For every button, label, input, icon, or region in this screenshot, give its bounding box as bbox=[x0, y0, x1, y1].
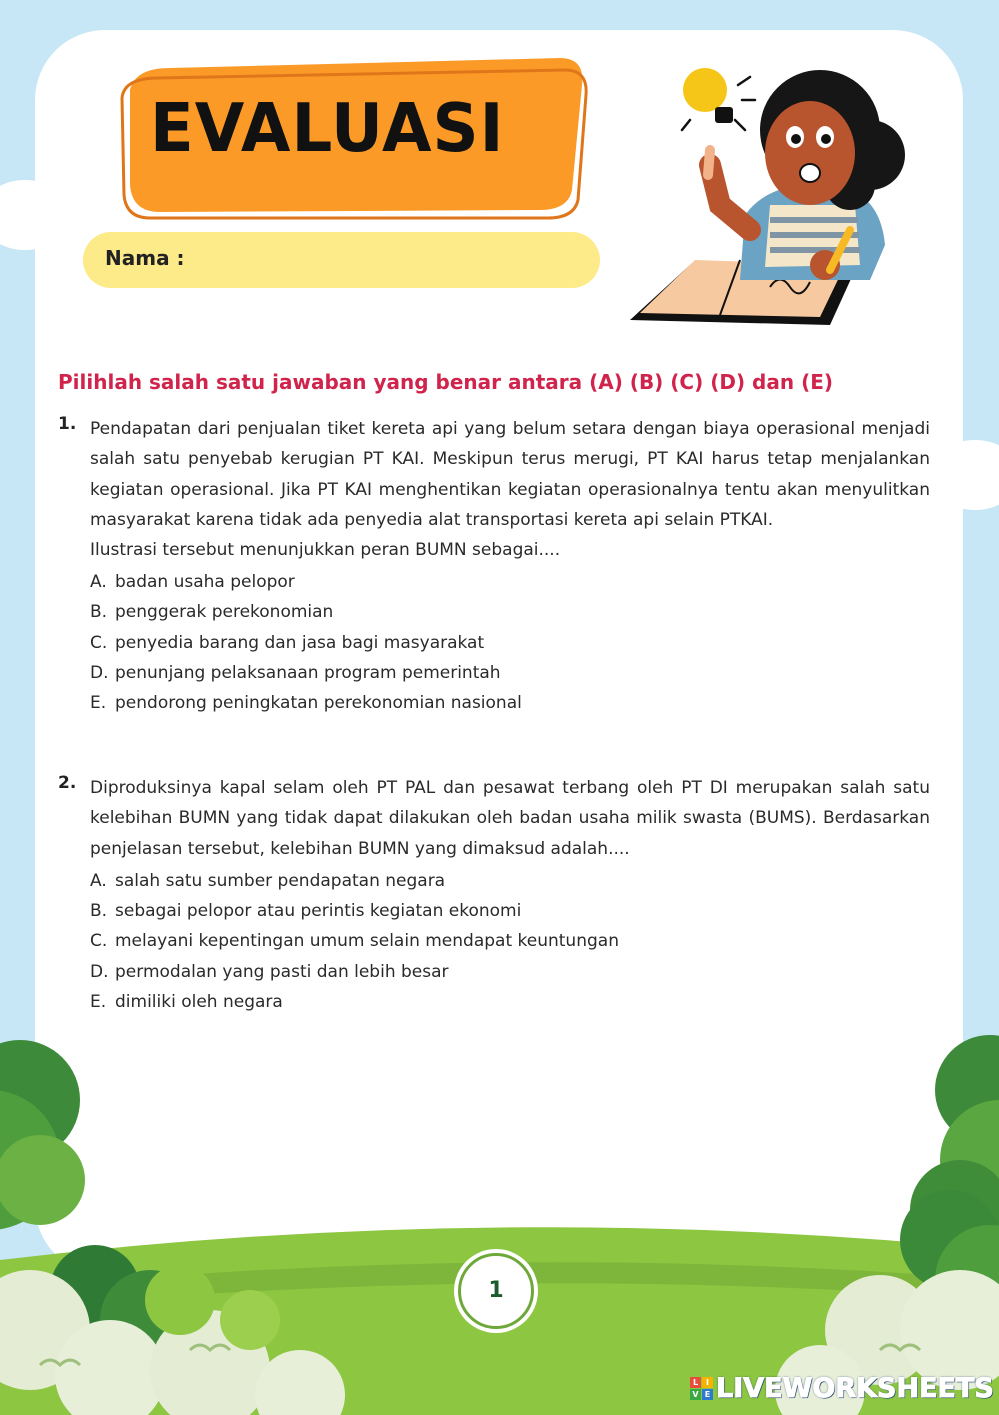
option-letter: B. bbox=[90, 901, 108, 922]
option-text: melayani kepentingan umum selain mendapat keuntungan bbox=[115, 931, 619, 952]
option-e[interactable] bbox=[90, 987, 930, 1017]
option-d[interactable] bbox=[90, 957, 930, 987]
option-text: sebagai pelopor atau perintis kegiatan ekonomi bbox=[115, 901, 522, 922]
option-text: penggerak perekonomian bbox=[115, 602, 334, 623]
question-number: 2. bbox=[58, 773, 77, 793]
liveworksheets-brand: LIVEWORKSHEETS bbox=[716, 1373, 994, 1404]
option-text: pendorong peningkatan perekonomian nasional bbox=[115, 693, 522, 714]
option-text: dimiliki oleh negara bbox=[115, 992, 283, 1013]
option-b[interactable] bbox=[90, 896, 930, 926]
option-letter: E. bbox=[90, 992, 107, 1013]
question-number: 1. bbox=[58, 414, 77, 434]
option-letter: E. bbox=[90, 693, 107, 714]
option-letter: C. bbox=[90, 931, 108, 952]
option-letter: C. bbox=[90, 632, 108, 653]
girl-idea-illustration bbox=[620, 55, 910, 330]
logo-letter: I bbox=[702, 1377, 713, 1388]
liveworksheets-logo bbox=[690, 1373, 994, 1404]
option-text: badan usaha pelopor bbox=[115, 572, 295, 593]
answer-options bbox=[90, 866, 930, 1017]
question-1 bbox=[58, 414, 930, 719]
option-letter: A. bbox=[90, 870, 107, 891]
option-c[interactable] bbox=[90, 926, 930, 956]
question-2 bbox=[58, 773, 930, 1017]
name-label: Nama : bbox=[105, 246, 185, 270]
question-text: Diproduksinya kapal selam oleh PT PAL dan pesawat terbang oleh PT DI merupakan salah satu kelebihan BUMN yang tidak dapat dilakukan oleh badan usaha milik swasta (BUMS). Berdasarkan penjelasan tersebut, kelebihan BUMN yang dimaksud adalah.... bbox=[90, 778, 930, 859]
option-e[interactable] bbox=[90, 688, 930, 718]
page-title: EVALUASI bbox=[150, 90, 505, 168]
option-letter: B. bbox=[90, 602, 108, 623]
option-text: penunjang pelaksanaan program pemerintah bbox=[115, 663, 501, 684]
option-text: salah satu sumber pendapatan negara bbox=[115, 870, 446, 891]
logo-letter: V bbox=[690, 1389, 701, 1400]
option-text: permodalan yang pasti dan lebih besar bbox=[115, 961, 449, 982]
page-number: 1 bbox=[488, 1278, 504, 1303]
logo-letter: L bbox=[690, 1377, 701, 1388]
answer-options bbox=[90, 567, 930, 718]
option-d[interactable] bbox=[90, 658, 930, 688]
liveworksheets-mark-icon bbox=[690, 1377, 713, 1400]
option-a[interactable] bbox=[90, 866, 930, 896]
option-text: penyedia barang dan jasa bagi masyarakat bbox=[115, 632, 485, 653]
option-letter: A. bbox=[90, 572, 107, 593]
page-number-badge bbox=[458, 1253, 534, 1329]
question-prompt: Ilustrasi tersebut menunjukkan peran BUMN sebagai.... bbox=[90, 540, 561, 561]
option-a[interactable] bbox=[90, 567, 930, 597]
question-text: Pendapatan dari penjualan tiket kereta api yang belum setara dengan biaya operasional menjadi salah satu penyebab kerugian PT KAI. Meskipun terus merugi, PT KAI harus tetap menjalankan kegiatan operasional. Jika PT KAI menghentikan kegiatan operasionalnya tentu akan menyulitkan masyarakat karena tidak ada penyedia alat transportasi kereta api selain PTKAI. bbox=[90, 419, 930, 530]
bush-left-dark bbox=[0, 1040, 85, 1230]
option-b[interactable] bbox=[90, 597, 930, 627]
option-letter: D. bbox=[90, 961, 109, 982]
name-field[interactable] bbox=[83, 232, 600, 288]
instruction-text: Pilihlah salah satu jawaban yang benar antara (A) (B) (C) (D) dan (E) bbox=[58, 370, 834, 394]
option-c[interactable] bbox=[90, 628, 930, 658]
logo-letter: E bbox=[702, 1389, 713, 1400]
option-letter: D. bbox=[90, 663, 109, 684]
